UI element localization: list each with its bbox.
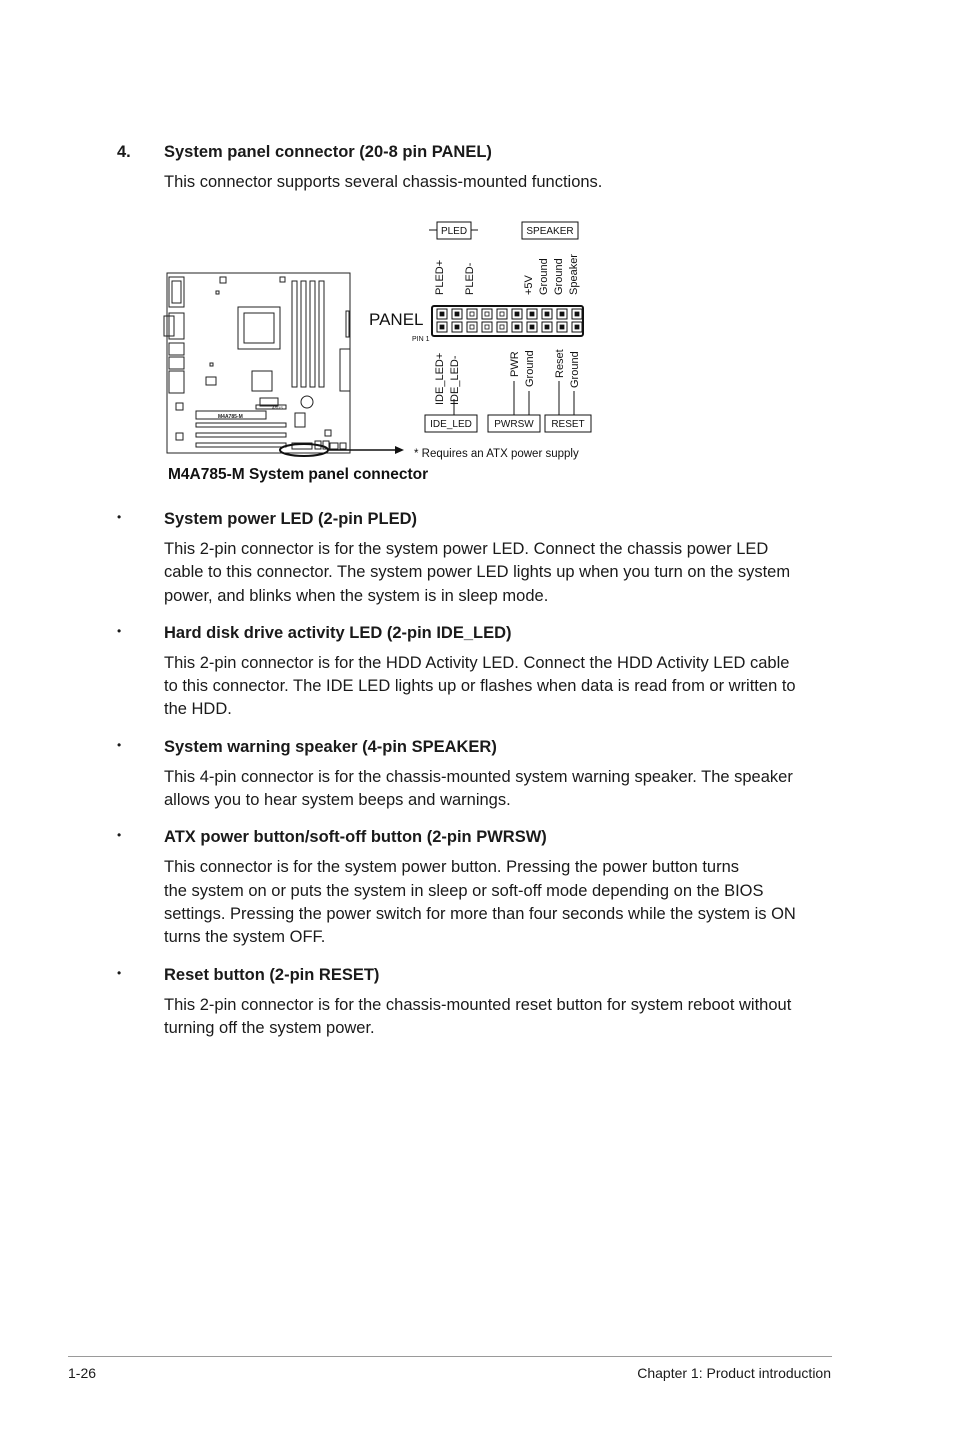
- bullet-line: This 2-pin connector is for the system power LED. Connect the chassis power LED: [164, 540, 769, 558]
- bullet-marker: •: [117, 965, 122, 980]
- pwrsw-group-label: PWRSW: [494, 419, 534, 430]
- pin-contact: [470, 312, 474, 316]
- bullet-item-pled: [117, 508, 837, 608]
- bullet-line: allows you to hear system beeps and warnings.: [164, 791, 511, 810]
- motherboard-illustration: [164, 273, 350, 453]
- pin-contact: [575, 325, 579, 329]
- page-number: 1-26: [68, 1365, 97, 1381]
- bullet-title: System warning speaker (4-pin SPEAKER): [164, 737, 497, 756]
- connector-pin: [482, 322, 492, 332]
- pin-contact: [500, 325, 504, 329]
- pin-label-ide-led-minus: IDE_LED-: [449, 355, 461, 405]
- board-logo: ASUS: [272, 405, 283, 410]
- pin-contact: [470, 325, 474, 329]
- pin1-label: PIN 1: [412, 336, 430, 343]
- bullet-line: the system on or puts the system in sleep or soft-off mode depending on the BIOS: [164, 881, 764, 900]
- pin-label-5v: +5V: [523, 275, 535, 295]
- pin-contact: [515, 325, 519, 329]
- pin-contact: [455, 325, 459, 329]
- pin-label-pwr-ground: Ground: [524, 350, 536, 387]
- bottom-group-lines: [454, 381, 574, 415]
- pin-contact: [440, 312, 444, 316]
- bullet-list: [117, 508, 837, 1054]
- bullet-line: This 2-pin connector is for the HDD Activity LED. Connect the HDD Activity LED cable: [164, 653, 790, 672]
- bullet-marker: •: [117, 737, 122, 752]
- panel-header-label: PANEL: [369, 310, 424, 329]
- bullet-marker: •: [117, 828, 122, 843]
- bullet-line: This connector is for the system power button. Pressing the power button turns: [164, 858, 740, 877]
- pin-label-ide-led-plus: IDE_LED+: [434, 352, 446, 405]
- bullet-title: Reset button (2-pin RESET): [164, 965, 380, 984]
- chapter-title: Chapter 1: Product introduction: [637, 1365, 831, 1381]
- connector-pin: [482, 309, 492, 319]
- pin-contact: [440, 325, 444, 329]
- atx-note: * Requires an ATX power supply: [414, 448, 579, 460]
- bullet-line: the HDD.: [164, 700, 232, 719]
- pin-contact: [530, 325, 534, 329]
- pin-contact: [500, 312, 504, 316]
- bullet-item-ide-led: [117, 622, 837, 722]
- pin-contact: [515, 312, 519, 316]
- bullet-body: [164, 856, 837, 949]
- pin-header: [432, 306, 583, 336]
- diagram-caption: M4A785-M System panel connector: [168, 466, 429, 483]
- bullet-body: [164, 538, 837, 608]
- bullet-item-reset: [117, 964, 837, 1041]
- arrow-head: [395, 446, 404, 454]
- bullet-item-speaker: [117, 736, 837, 813]
- bullet-body: [164, 766, 837, 813]
- pin-label-ground-1: Ground: [538, 258, 550, 295]
- pin-label-ground-2: Ground: [553, 258, 565, 295]
- panel-location-highlight: [280, 444, 328, 456]
- panel-connector-diagram: [160, 215, 610, 485]
- speaker-group-label: SPEAKER: [526, 226, 574, 237]
- pin-contact: [485, 325, 489, 329]
- bullet-line: turns the system OFF.: [164, 928, 326, 947]
- section-title: System panel connector (20-8 pin PANEL): [164, 143, 492, 161]
- board-model-label: M4A785-M: [218, 414, 243, 420]
- bullet-line: turning off the system power.: [164, 1018, 375, 1037]
- pin-label-pled-minus: PLED-: [464, 262, 476, 295]
- pin-contact: [545, 312, 549, 316]
- bullet-line: power, and blinks when the system is in sleep mode.: [164, 586, 549, 605]
- bullet-title: ATX power button/soft-off button (2-pin PWRSW): [164, 828, 547, 847]
- bullet-item-pwrsw: [117, 826, 837, 949]
- connector-pin: [467, 322, 477, 332]
- pin-contact: [545, 325, 549, 329]
- pin-contact: [575, 312, 579, 316]
- pin-label-reset: Reset: [554, 349, 566, 378]
- pin-label-pled-plus: PLED+: [434, 259, 446, 295]
- bullet-line: settings. Pressing the power switch for more than four seconds while the system is ON: [164, 904, 796, 923]
- connector-pin: [467, 309, 477, 319]
- section-number: 4.: [117, 143, 131, 161]
- reset-group-label: RESET: [551, 419, 585, 430]
- bullet-line: This 4-pin connector is for the chassis-mounted system warning speaker. The speaker: [164, 767, 793, 786]
- footer-divider: [68, 1356, 832, 1357]
- bullet-marker: •: [117, 623, 122, 638]
- bullet-line: to this connector. The IDE LED lights up or flashes when data is read from or written to: [164, 677, 796, 696]
- bullet-body: [164, 652, 837, 722]
- pin-label-speaker: Speaker: [568, 254, 580, 295]
- bullet-body: [164, 994, 837, 1041]
- pin-label-pwr: PWR: [509, 351, 521, 377]
- bullet-title: System power LED (2-pin PLED): [164, 510, 418, 528]
- bullet-title: Hard disk drive activity LED (2-pin IDE_LED): [164, 623, 512, 642]
- bullet-line: This 2-pin connector is for the chassis-mounted reset button for system reboot without: [164, 995, 792, 1014]
- pin-contact: [485, 312, 489, 316]
- pin-contact: [560, 325, 564, 329]
- pin-contact: [530, 312, 534, 316]
- pin-contact: [560, 312, 564, 316]
- pled-group-label: PLED: [440, 226, 468, 237]
- pin-label-reset-ground: Ground: [569, 351, 581, 388]
- pin-contact: [455, 312, 459, 316]
- ide-led-group-label: IDE_LED: [430, 419, 472, 430]
- bullet-marker: •: [117, 510, 122, 524]
- section-intro: This connector supports several chassis-mounted functions.: [164, 173, 603, 191]
- connector-pin: [497, 309, 507, 319]
- bullet-line: cable to this connector. The system power LED lights up when you turn on the system: [164, 563, 791, 582]
- connector-pin: [497, 322, 507, 332]
